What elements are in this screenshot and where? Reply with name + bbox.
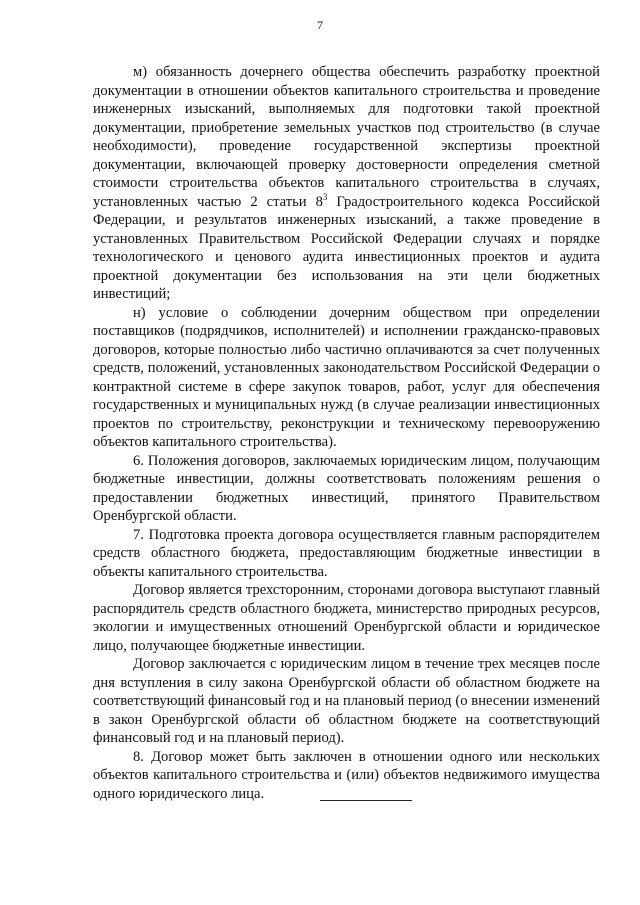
paragraph-6: 6. Положения договоров, заключаемых юридическим лицом, получающим бюджетные инвестиции, должны соответствовать положениям решения о предоставлении бюджетных инвестиций, принятого Правительством Оренбургской области.: [93, 452, 600, 524]
article-superscript: 3: [322, 191, 328, 202]
paragraph-8: 8. Договор может быть заключен в отношении одного или нескольких объектов капитального строительства и (или) объектов недвижимого имущества одного юридического лица.: [93, 748, 600, 802]
paragraph-m: [93, 63, 600, 304]
paragraph-m-text-1: м) обязанность дочернего общества обеспечить разработку проектной документации в отношении объектов капитального строительства и проведение инженерных изысканий, выполняемых для подготовки такой проектной документации, приобретение земельных участков под строительство (в случае необходимости), проведение государственной экспертизы проектной документации, включающей проверку достоверности определения сметной стоимости строительства объектов капитального строительства в случаях, установленных частью 2 статьи 8: [93, 64, 600, 210]
paragraph-7: 7. Подготовка проекта договора осуществляется главным распорядителем средств областного бюджета, предоставляющим бюджетные инвестиции в объекты капитального строительства.: [93, 526, 600, 580]
paragraph-m-text-2: Градостроительного кодекса Российской Федерации, и результатов инженерных изысканий, а также проведение в установленных Правительством Российской Федерации случаях и порядке технологического и ценового аудита инвестиционных проектов и аудита проектной документации без использования на эти цели бюджетных инвестиций;: [93, 193, 600, 302]
paragraph-7-term: Договор заключается с юридическим лицом в течение трех месяцев после дня вступления в силу закона Оренбургской области об областном бюджете на соответствующий финансовый год и на плановый период (о внесении изменений в закон Оренбургской области об областном бюджете на соответствующий финансовый год и на плановый период).: [93, 656, 600, 746]
page-number: 7: [317, 18, 323, 32]
end-separator-line: [320, 800, 412, 801]
document-body: [93, 63, 600, 803]
paragraph-n: н) условие о соблюдении дочерним обществом при определении поставщиков (подрядчиков, исполнителей) и исполнении гражданско-правовых договоров, которые полностью либо частично оплачиваются за счет полученных средств, положений, установленных законодательством Российской Федерации о контрактной системе в сфере закупок товаров, работ, услуг для обеспечения государственных и муниципальных нужд (в случае реализации инвестиционных проектов по строительству, реконструкции и техническому перевооружению объектов капитального строительства).: [93, 304, 600, 450]
paragraph-7-parties: Договор является трехсторонним, сторонами договора выступают главный распорядитель средств областного бюджета, министерство природных ресурсов, экологии и имущественных отношений Оренбургской области и юридическое лицо, получающее бюджетные инвестиции.: [93, 582, 600, 654]
